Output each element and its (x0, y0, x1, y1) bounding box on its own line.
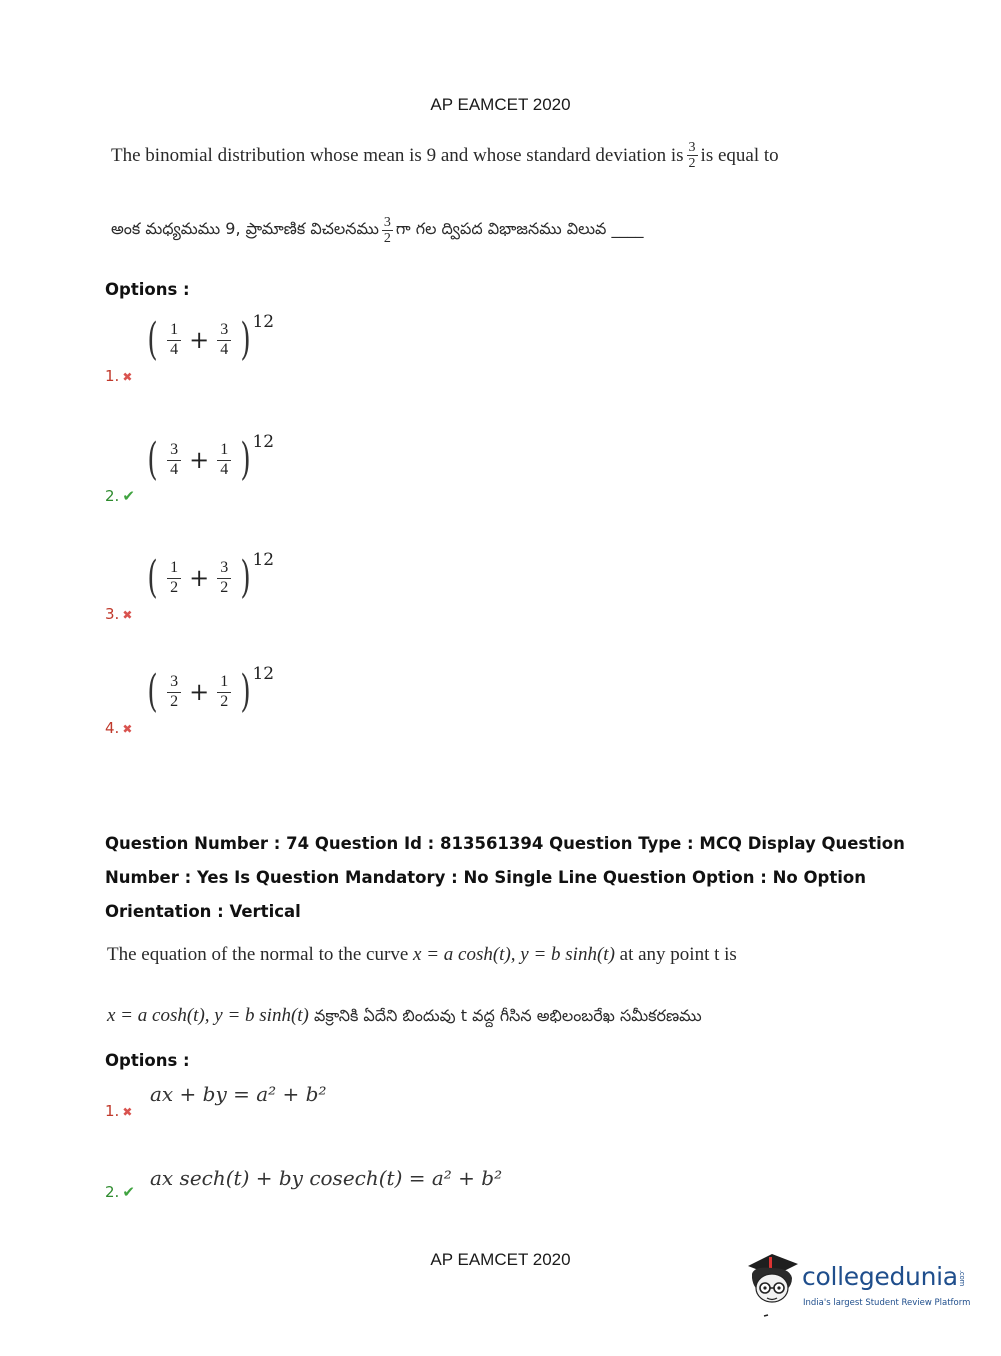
fraction-b (217, 441, 231, 479)
page-header: AP EAMCET 2020 (430, 95, 571, 114)
frac-denominator: 4 (220, 341, 229, 358)
question-2-meta-line-3: Orientation : Vertical (105, 902, 301, 921)
mascot-icon (742, 1248, 802, 1318)
question-2-option-2-marker (105, 1182, 135, 1201)
option-number: 1. (105, 1102, 120, 1120)
cross-icon: ✖ (122, 370, 133, 384)
frac-numerator: 3 (167, 673, 181, 693)
exponent: 12 (252, 664, 275, 684)
cross-icon: ✖ (122, 1105, 133, 1119)
question-1-frac (687, 140, 698, 171)
fraction-a (167, 559, 181, 597)
frac-denominator: 2 (220, 693, 229, 710)
question-1-te-frac (382, 215, 393, 246)
exponent: 12 (252, 550, 275, 570)
page-footer: AP EAMCET 2020 (430, 1250, 571, 1269)
fraction-a (167, 441, 181, 479)
logo-suffix: .com (957, 1270, 966, 1286)
frac-denominator: 4 (170, 341, 179, 358)
question-2-option-1-marker (105, 1101, 132, 1120)
frac-denominator: 2 (170, 693, 179, 710)
plus-sign: + (189, 564, 210, 592)
fraction-b (217, 673, 231, 711)
question-2-text-en-after: at any point t is (619, 944, 737, 965)
question-2-text-en-before: The equation of the normal to the curve (107, 944, 409, 965)
question-1-option-4-expr (144, 664, 275, 717)
question-1-text-en-after: is equal to (700, 144, 779, 166)
frac-numerator: 3 (167, 441, 181, 461)
plus-sign: + (189, 678, 210, 706)
question-1-text-en (111, 140, 779, 171)
check-icon: ✔ (122, 487, 135, 505)
fraction-b (217, 321, 231, 359)
option-number: 1. (105, 367, 120, 385)
question-1-text-te-before: అంక మధ్యమము 9, ప్రామాణిక విచలనము (111, 219, 379, 238)
frac-denominator: 2 (220, 579, 229, 596)
question-1-option-1-marker (105, 366, 132, 385)
close-paren: ) (240, 434, 252, 485)
open-paren: ( (147, 434, 158, 485)
open-paren: ( (147, 314, 158, 365)
question-2-text-te (107, 1005, 702, 1029)
question-2-curve: x = a cosh(t), y = b sinh(t) (413, 944, 615, 965)
collegedunia-logo (742, 1248, 972, 1320)
frac-denominator: 4 (170, 461, 179, 478)
question-2-options-label: Options : (105, 1051, 190, 1070)
logo-name-text: collegedunia (802, 1262, 958, 1291)
close-paren: ) (240, 314, 252, 365)
logo-tagline: India's largest Student Review Platform (803, 1298, 971, 1308)
question-2-option-2-expr: ax sech(t) + by cosech(t) = a² + b² (150, 1166, 503, 1190)
exponent: 12 (252, 432, 275, 452)
cross-icon: ✖ (122, 608, 133, 622)
question-1-options-label: Options : (105, 280, 190, 299)
option-number: 3. (105, 605, 120, 623)
frac-denominator: 2 (383, 231, 391, 246)
frac-numerator: 1 (217, 441, 231, 461)
fraction-a (167, 673, 181, 711)
check-icon: ✔ (122, 1183, 135, 1201)
fraction-b (217, 559, 231, 597)
frac-numerator: 1 (167, 559, 181, 579)
frac-denominator: 4 (220, 461, 229, 478)
frac-numerator: 1 (217, 673, 231, 693)
question-1-text-te-after: గా గల ద్విపద విభాజనము విలువ ____ (395, 219, 644, 238)
frac-denominator: 2 (170, 579, 179, 596)
question-2-meta-line-1: Question Number : 74 Question Id : 813561394 Question Type : MCQ Display Question (105, 834, 905, 853)
question-2-te-text: వక్రానికి ఏదేని బిందువు t వద్ద గీసిన అభిలంబరేఖ సమీకరణము (313, 1006, 702, 1025)
logo-name (802, 1262, 966, 1291)
open-paren: ( (147, 666, 158, 717)
question-2-text-en (107, 944, 737, 966)
cross-icon: ✖ (122, 722, 133, 736)
plus-sign: + (189, 446, 210, 474)
frac-denominator: 2 (688, 156, 696, 171)
exponent: 12 (252, 312, 275, 332)
question-1-option-3-marker (105, 604, 132, 623)
question-1-option-3-expr (144, 550, 275, 603)
question-2-option-1-expr: ax + by = a² + b² (150, 1082, 327, 1106)
frac-numerator: 3 (217, 559, 231, 579)
frac-numerator: 3 (383, 215, 391, 230)
frac-numerator: 3 (688, 140, 696, 155)
question-2-te-curve: x = a cosh(t), y = b sinh(t) (107, 1005, 309, 1026)
option-number: 4. (105, 719, 120, 737)
open-paren: ( (147, 552, 158, 603)
question-1-option-4-marker (105, 718, 132, 737)
close-paren: ) (240, 666, 252, 717)
option-number: 2. (105, 1183, 120, 1201)
frac-numerator: 3 (217, 321, 231, 341)
question-1-option-2-marker (105, 486, 135, 505)
question-1-text-en-before: The binomial distribution whose mean is 9 and whose standard deviation is (111, 144, 684, 166)
question-2-meta-line-2: Number : Yes Is Question Mandatory : No Single Line Question Option : No Option (105, 868, 866, 887)
question-1-text-te (111, 215, 644, 246)
plus-sign: + (189, 326, 210, 354)
fraction-a (167, 321, 181, 359)
question-1-option-1-expr (144, 312, 275, 365)
option-number: 2. (105, 487, 120, 505)
frac-numerator: 1 (167, 321, 181, 341)
close-paren: ) (240, 552, 252, 603)
question-1-option-2-expr (144, 432, 275, 485)
